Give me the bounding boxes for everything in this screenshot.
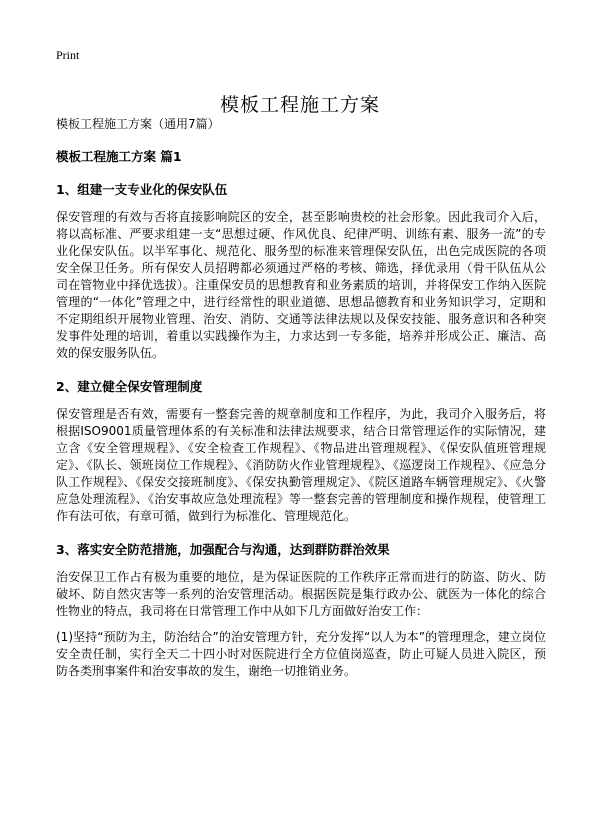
section-heading-2: 2、建立健全保安管理制度 [56,379,203,394]
section-heading-3: 3、落实安全防范措施，加强配合与沟通，达到群防群治效果 [56,542,390,557]
section-1-paragraph: 保安管理的有效与否将直接影响院区的安全，甚至影响贵校的社会形象。因此我司介入后，将以高标准、严要求组建一支“思想过硬、作风优良、纪律严明、训练有素、服务一流”的专业化保安队伍。以半军事化、规范化、服务型的标准来管理保安队伍，出色完成医院的各项安全保卫任务。所有保安人员招聘都必须通过严格的考核、筛选，择优录用（骨干队伍从公司在管物业中择优选拔）。注重保安员的思想教育和业务素质的培训，并将保安工作纳入医院管理的“一体化”管理之中，进行经常性的职业道德、思想品德教育和业务知识学习，定期和不定期组织开展物业管理、治安、消防、交通等法律法规以及保安技能、服务意识和各种突发事件处理的培训，着重以实践操作为主，力求达到一专多能，培养并形成公正、廉洁、高效的保安服务队伍。 [56,210,546,360]
section-3-paragraph-2: (1)坚持“预防为主，防治结合”的治安管理方针，充分发挥“以人为本”的管理理念，建立岗位安全责任制，实行全天二十四小时对医院进行全方位值岗巡查，防止可疑人员进入院区，预防各类刑事案件和治安事故的发生，谢绝一切推销业务。 [56,630,546,678]
print-label: Print [56,48,80,62]
document-subtitle: 模板工程施工方案（通用7篇） [56,117,220,131]
section-3-paragraph-1: 治安保卫工作占有极为重要的地位，是为保证医院的工作秩序正常而进行的防盗、防火、防破坏、防自然灾害等一系列的治安管理活动。根据医院是集行政办公、就医为一体化的综合性物业的特点，我司将在日常管理工作中从如下几方面做好治安工作： [56,570,546,618]
article-heading: 模板工程施工方案 篇1 [56,149,182,164]
section-2-paragraph: 保安管理是否有效，需要有一整套完善的规章制度和工作程序，为此，我司介入服务后，将根据ISO9001质量管理体系的有关标准和法律法规要求，结合日常管理运作的实际情况，建立含《安全管理规程》、《安全检查工作规程》、《物品进出管理规程》、《保安队值班管理规定》、《队长、领班岗位工作规程》、《消防防火作业管理规程》、《巡逻岗工作规程》、《应急分队工作规程》、《保安交接班制度》、《保安执勤管理规定》、《院区道路车辆管理规定》、《火警应急处理流程》、《治安事故应急处理流程》等一整套完善的管理制度和操作规程，使管理工作有法可依，有章可循，做到行为标准化、管理规范化。 [56,407,546,523]
section-heading-1: 1、组建一支专业化的保安队伍 [56,182,228,197]
document-title: 模板工程施工方案 [219,93,380,116]
document-body [56,116,546,680]
